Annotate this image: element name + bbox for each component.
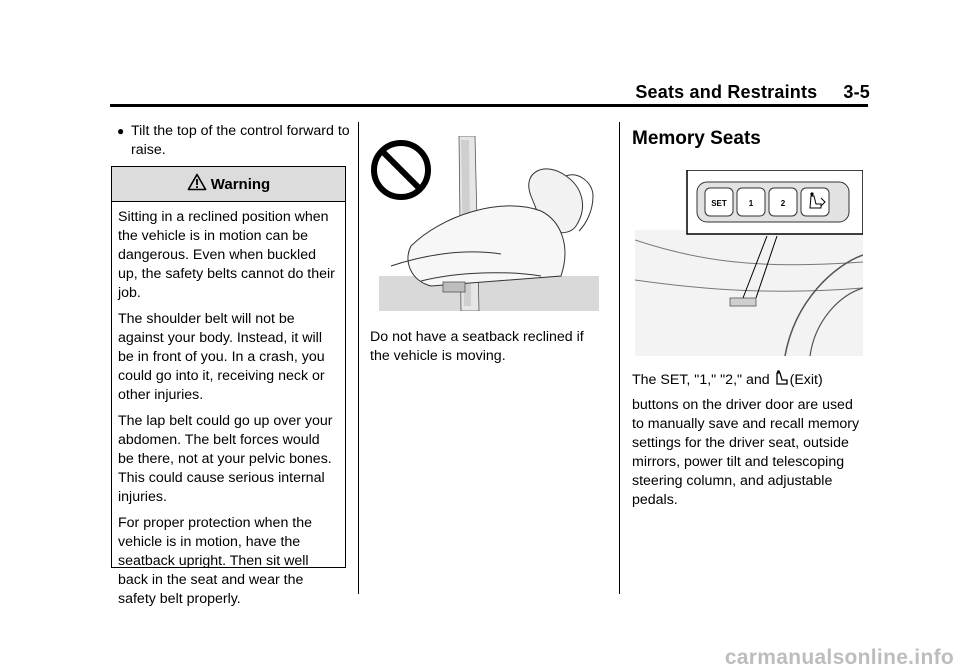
column-divider-1 bbox=[358, 122, 359, 594]
bullet-dot-icon: ● bbox=[117, 124, 125, 138]
memory-caption-line1: The SET, "1," "2," and (Exit) bbox=[632, 370, 868, 392]
warning-triangle-icon bbox=[187, 173, 207, 195]
watermark: carmanualsonline.info bbox=[724, 646, 954, 669]
warning-paragraph: The shoulder belt will not be against your body. Instead, it will be in front of you. In a crash, you could go into it, receiving neck or other injuries. bbox=[118, 311, 325, 403]
page-header-title: Seats and Restraints 3-5 bbox=[635, 82, 870, 102]
warning-paragraph: The lap belt could go up over your abdomen. The belt forces would be there, not at your pelvic bones. This could cause serious internal injuries. bbox=[118, 413, 333, 505]
reclined-passenger-illustration bbox=[371, 136, 599, 311]
bullet-text: Tilt the top of the control forward to raise. bbox=[131, 123, 350, 158]
warning-body bbox=[112, 202, 345, 609]
header-rule bbox=[110, 104, 868, 107]
memory-seats-title: Memory Seats bbox=[632, 128, 761, 149]
warning-header bbox=[112, 167, 345, 202]
memory-1-button-label: 1 bbox=[748, 199, 754, 208]
set-button-label: SET bbox=[711, 199, 727, 208]
memory-controls-illustration bbox=[635, 170, 863, 356]
reclined-caption: Do not have a seatback reclined if the vehicle is moving. bbox=[370, 329, 584, 364]
warning-paragraph: Sitting in a reclined position when the vehicle is in motion can be dangerous. Even when buckled up, the safety belts cannot do their job. bbox=[118, 209, 335, 301]
bullet-item bbox=[112, 122, 352, 160]
column-divider-2 bbox=[619, 122, 620, 594]
memory-2-button-label: 2 bbox=[780, 199, 786, 208]
warning-title: Warning bbox=[210, 175, 271, 193]
warning-box bbox=[111, 166, 346, 607]
memory-caption-body: buttons on the driver door are used to manually save and recall memory settings for the driver seat, outside mirrors, power tilt and telescoping steering column, and adjustable pedals. bbox=[632, 397, 860, 508]
warning-paragraph: For proper protection when the vehicle is in motion, have the seatback upright. Then sit well back in the seat and wear the safety belt properly. bbox=[118, 515, 313, 607]
exit-icon bbox=[775, 370, 789, 392]
memory-caption bbox=[632, 370, 868, 514]
